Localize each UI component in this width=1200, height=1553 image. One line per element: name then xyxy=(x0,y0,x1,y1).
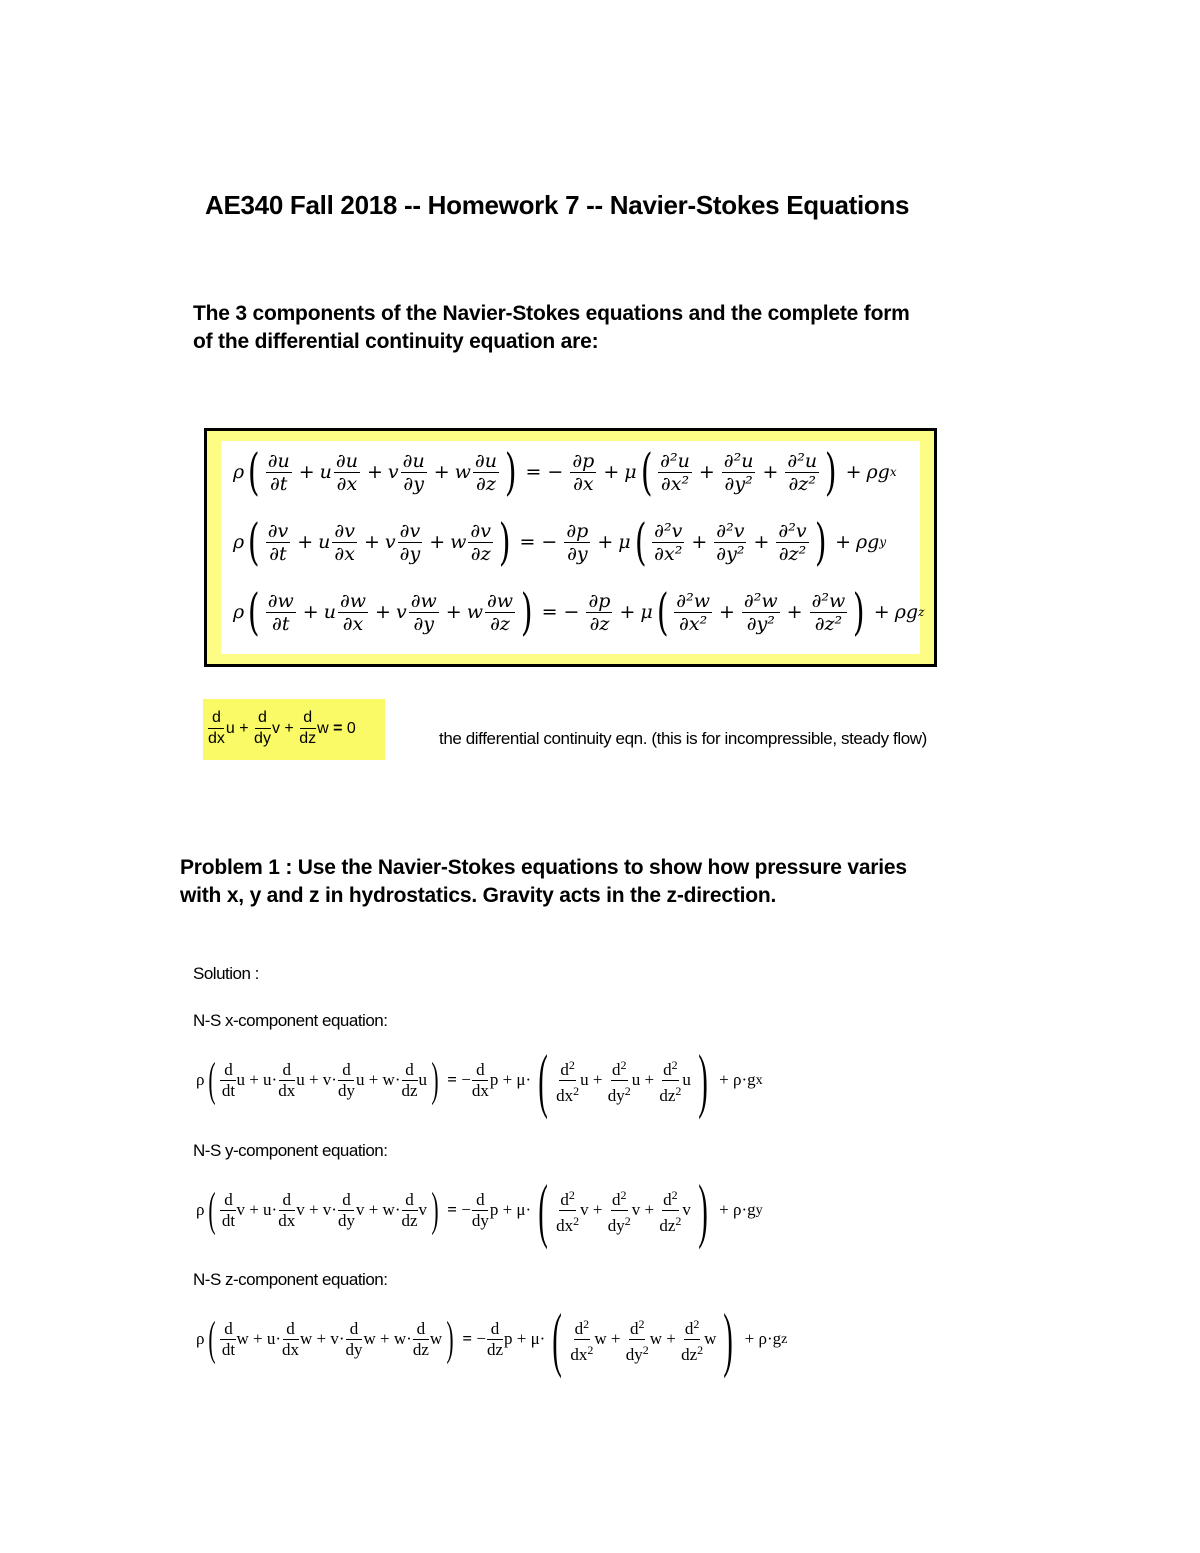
page-title: AE340 Fall 2018 -- Homework 7 -- Navier-Stokes Equations xyxy=(205,190,910,220)
intro-text xyxy=(193,300,910,356)
navier-stokes-equation-image xyxy=(221,441,925,654)
solution-z-equation: ρ ( d dt w + u· d dx w + v· d dy w + w· d dz w ) = − $\frac{d}{dz}$ p + μ· ( $d^2$ $dx^2$ w + $d^2$ $dy^2$ w + $d^2$ $dz^2$ w ) + ρ·g z xyxy=(196,1299,788,1379)
solution-y-equation: ρ ( d dt v + u· d dx v + v· d dy v + w· d dz v ) = − $\frac{d}{dy}$ p + μ· ( $d^2$ $dx^2$ v + $d^2$ $dy^2$ v + $d^2$ $dz^2$ v ) + ρ·g y xyxy=(196,1170,763,1250)
x-component-heading: N-S x-component equation: xyxy=(193,1011,388,1030)
continuity-equation-box xyxy=(203,699,385,760)
navier-stokes-equation-box xyxy=(204,428,937,667)
continuity-description: the differential continuity eqn. (this is for incompressible, steady flow) xyxy=(439,729,927,748)
solution-label: Solution : xyxy=(193,964,259,983)
problem-1-statement xyxy=(180,854,907,910)
ns-y-equation: ρ ( $\frac{\partial v}{\partial t}$ + u $\frac{\partial v}{\partial x}$ + v $\frac{\partial v}{\partial y}$ + w $\frac{\partial v}{\partial z}$ ) = − $\frac{\partial p}{\partial y}$ + μ ( $\frac{\text{∂²v}}{\text{∂x²}}$ + $\frac{\text{∂²v}}{\text{∂y²}}$ + $\frac{\text{∂²v}}{\text{∂z²}}$ ) + ρg y xyxy=(233,513,887,571)
z-component-heading: N-S z-component equation: xyxy=(193,1270,388,1289)
problem-1-line-2: with x, y and z in hydrostatics. Gravity acts in the z-direction. xyxy=(180,884,777,907)
problem-1-line-1: Problem 1 : Use the Navier-Stokes equations to show how pressure varies xyxy=(180,856,907,879)
y-component-heading: N-S y-component equation: xyxy=(193,1141,388,1160)
ns-z-equation: ρ ( $\frac{\partial w}{\partial t}$ + u $\frac{\partial w}{\partial x}$ + v $\frac{\partial w}{\partial y}$ + w $\frac{\partial w}{\partial z}$ ) = − $\frac{\partial p}{\partial z}$ + μ ( $\frac{\text{∂²w}}{\text{∂x²}}$ + $\frac{\text{∂²w}}{\text{∂y²}}$ + $\frac{\text{∂²w}}{\text{∂z²}}$ ) + ρg z xyxy=(233,583,925,641)
ns-x-equation: ρ ( $\frac{\partial u}{\partial t}$ + u $\frac{\partial u}{\partial x}$ + v $\frac{\partial u}{\partial y}$ + w $\frac{\partial u}{\partial z}$ ) = − $\frac{\partial p}{\partial x}$ + μ ( $\frac{\text{∂²u}}{\text{∂x²}}$ + $\frac{\text{∂²u}}{\text{∂y²}}$ + $\frac{\text{∂²u}}{\text{∂z²}}$ ) + ρg x xyxy=(233,443,897,501)
continuity-equation: d dx u + d dy v + $\frac{d}{dz}$ w = 0 xyxy=(208,709,356,747)
solution-x-equation: ρ ( d dt u + u· d dx u + v· d dy u + w· d dz u ) = − $\frac{d}{dx}$ p + μ· ( $d^2$ $dx^2$ u + $d^2$ $dy^2$ u + $d^2$ $dz^2$ u ) + ρ·g x xyxy=(196,1040,763,1120)
intro-line-2: of the differential continuity equation are: xyxy=(193,330,599,353)
intro-line-1: The 3 components of the Navier-Stokes equations and the complete form xyxy=(193,302,910,325)
